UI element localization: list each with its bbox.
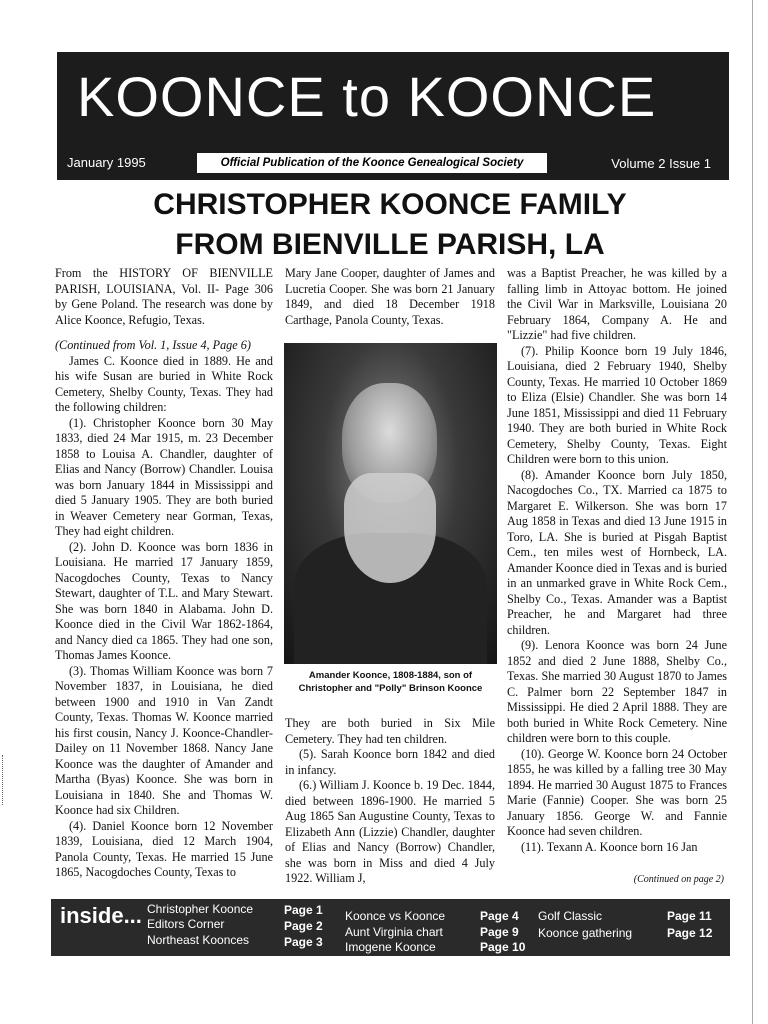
article-paragraph: (4). Daniel Koonce born 12 November 1839, Louisiana, died 12 March 1904, Panola County, Texas. He married 15 June 1865, Nacogdoches County, Texas to: [55, 818, 273, 879]
article-paragraph: (7). Philip Koonce born 19 July 1846, Louisiana, died 2 February 1940, Shelby County, Texas. He married 10 October 1869 to Eliza (Elsie) Chandler. She was born 14 June 1851, Mississippi and died 11 February 1940. They are both buried in White Rock Cemetery, Shelby County, Texas. Eight Children were born to this union.: [507, 343, 727, 466]
photo-beard-shape: [344, 473, 436, 583]
newsletter-title: KOONCE to KOONCE: [77, 65, 657, 128]
contents-item-page: Page 4: [480, 909, 519, 923]
contents-item-page: Page 3: [284, 935, 323, 949]
article-paragraph: James C. Koonce died in 1889. He and his wife Susan are buried in White Rock Cemetery, Shelby County, Texas. They had the following children:: [55, 353, 273, 414]
article-paragraph: (11). Texann A. Koonce born 16 Jan: [521, 839, 698, 854]
contents-item-page: Page 12: [667, 926, 713, 940]
contents-item-page: Page 1: [284, 903, 323, 917]
contents-item-page: Page 10: [480, 940, 526, 954]
portrait-photo: [284, 343, 497, 664]
photo-caption: Amander Koonce, 1808-1884, son of Christopher and "Polly" Brinson Koonce: [298, 670, 483, 694]
article-paragraph: Mary Jane Cooper, daughter of James and Lucretia Cooper. She was born 21 January 1849, and died 18 December 1918 Carthage, Panola County, Texas.: [285, 266, 495, 327]
continued-on-note: (Continued on page 2): [633, 874, 724, 885]
contents-item-page: Page 9: [480, 925, 519, 939]
volume-issue: Volume 2 Issue 1: [611, 156, 711, 171]
article-column-2-top: [285, 266, 495, 328]
margin-marks: [2, 755, 9, 805]
contents-item-title[interactable]: Christopher Koonce: [147, 902, 254, 916]
masthead: [57, 52, 729, 180]
contents-item-page: Page 11: [667, 909, 712, 923]
inside-contents-bar: [51, 899, 730, 956]
article-paragraph: (5). Sarah Koonce born 1842 and died in infancy.: [285, 747, 495, 777]
article-paragraph: (2). John D. Koonce was born 1836 in Louisiana. He married 17 January 1859, Nacogdoches County, Texas to Nancy Stewart, daughter of T.L. and Mary Stewart. She was born 1840 in Alabama. John D. Koonce died in the Civil War 1862-1864, and Nancy died ca 1865. They had one son, Thomas James Koonce.: [55, 539, 273, 662]
source-paragraph: From the HISTORY OF BIENVILLE PARISH, LOUISIANA, Vol. II- Page 306 by Gene Poland. The research was done by Alice Koonce, Refugio, Texas.: [55, 266, 273, 327]
article-paragraph: (6.) William J. Koonce b. 19 Dec. 1844, died between 1896-1900. He married 5 Aug 1865 San Augustine County, Texas to Elizabeth Ann (Lizzie) Chandler, daughter of Elias and Nancy (Borrow) Chandler, she was born in Miss and died 4 July 1922. William J,: [285, 778, 495, 885]
article-paragraph: (3). Thomas William Koonce was born 7 November 1837, in Louisiana, he died between 1900 and 1910 in Van Zandt County, Texas. Thomas W. Koonce married his first cousin, Nancy J. Koonce-Chandler-Dailey on 11 November 1868. Nancy Jane Koonce was the daughter of Amander and Martha (Byas) Koonce. She was born in Louisiana in 1840. She and Thomas W. Koonce had six Children.: [55, 663, 273, 817]
article-paragraph: (9). Lenora Koonce was born 24 June 1852 and died 2 June 1888, Shelby Co., Texas. She married 30 August 1870 to James C. Palmer born 22 September 1847 in Mississippi. He died 2 April 1888. They are both buried in White Rock Cemetery. Nine children were born to this couple.: [507, 638, 727, 745]
headline-line-2: FROM BIENVILLE PARISH, LA: [175, 228, 605, 261]
article-paragraph: (1). Christopher Koonce born 30 May 1833, died 24 Mar 1915, m. 23 December 1858 to Louisa A. Chandler, daughter of Elias and Nancy (Borrow) Chandler. Louisa was born January 1844 in Mississippi and died 5 January 1905. They are both buried in Weaver Cemetery near Gorman, Texas, They had eight children.: [55, 415, 273, 538]
official-publication-label: Official Publication of the Koonce Genealogical Society: [197, 153, 547, 173]
page-edge-line: [752, 0, 753, 1024]
article-paragraph: They are both buried in Six Mile Cemetery. They had ten children.: [285, 716, 495, 746]
inside-label: inside...: [60, 903, 142, 928]
continued-from-note: (Continued from Vol. 1, Issue 4, Page 6): [55, 338, 251, 352]
contents-item-title[interactable]: Koonce gathering: [538, 926, 633, 940]
contents-item-page: Page 2: [284, 919, 323, 933]
article-paragraph: was a Baptist Preacher, he was killed by a falling limb in Attoyac bottom. He joined the Civil War in Marksville, Louisiana 20 February 1864, Company A. He and "Lizzie" had five children.: [507, 266, 727, 342]
headline-line-1: CHRISTOPHER KOONCE FAMILY: [153, 188, 627, 221]
contents-item-title[interactable]: Imogene Koonce: [345, 940, 436, 954]
contents-item-title[interactable]: Northeast Koonces: [147, 933, 250, 947]
contents-item-title[interactable]: Golf Classic: [538, 909, 603, 923]
article-column-1: [55, 266, 273, 881]
contents-item-title[interactable]: Aunt Virginia chart: [345, 925, 443, 939]
issue-date: January 1995: [67, 155, 146, 170]
contents-item-title[interactable]: Koonce vs Koonce: [345, 909, 446, 923]
article-column-2-bottom: [285, 716, 495, 887]
contents-item-title[interactable]: Editors Corner: [147, 917, 225, 931]
article-paragraph: (8). Amander Koonce born July 1850, Nacogdoches Co., TX. Married ca 1875 to Margaret E. Wilkerson. She was born 17 Aug 1858 in Texas and died 13 June 1915 in Toro, LA. She is buried at Pisgah Baptist Cem., ten miles west of Hornbeck, LA. Amander Koonce died in Texas and is buried in an unmarked grave in White Rock Cem., Shelby Co., Texas. Amander was a Baptist Preacher, he and Margaret had three children.: [507, 467, 727, 637]
article-column-3: [507, 266, 727, 855]
masthead-info-bar: [57, 152, 729, 176]
article-paragraph: (10). George W. Koonce born 24 October 1855, he was killed by a falling tree 30 May 1894. He married 30 August 1875 to Frances Marie (Fannie) Cooper. She was born 25 January 1856. George W. and Fannie Koonce had seven children.: [507, 746, 727, 838]
